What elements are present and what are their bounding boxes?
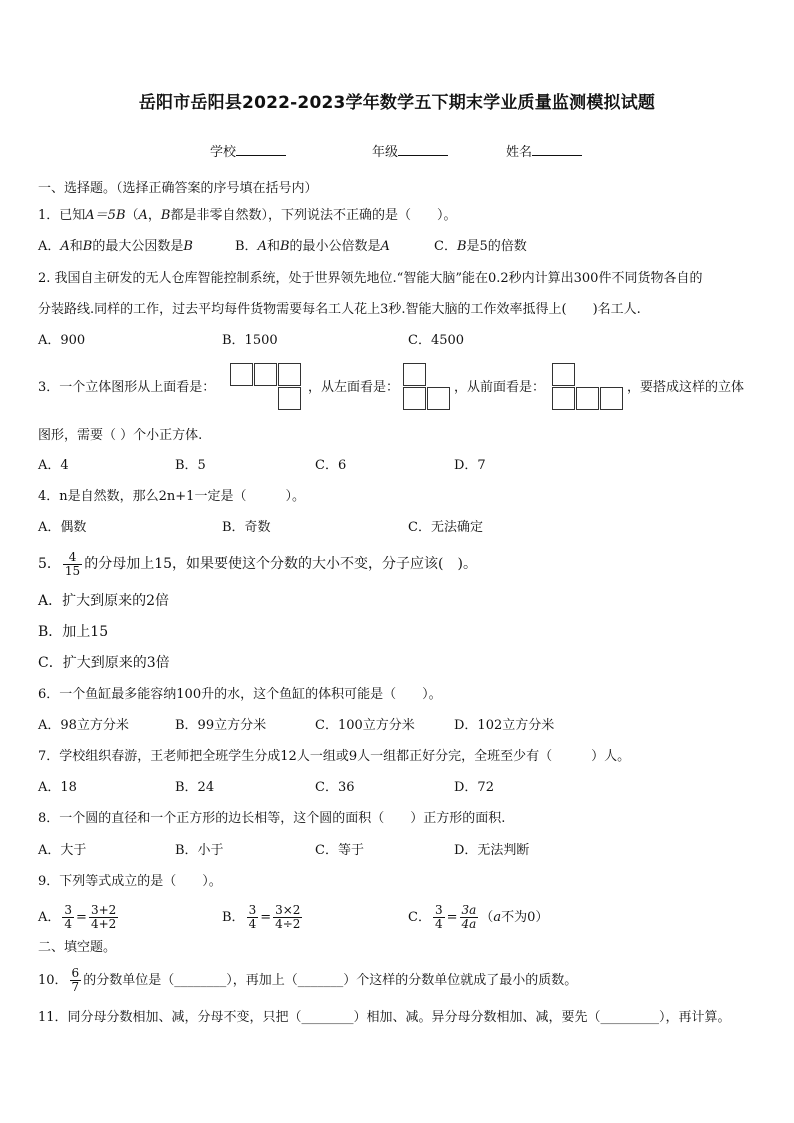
question-3-text-2: ，从左面看是： bbox=[308, 380, 400, 395]
q4-option-a[interactable]: A．偶数 bbox=[38, 520, 87, 535]
school-field[interactable] bbox=[210, 141, 286, 160]
front-view-figure bbox=[552, 363, 625, 412]
top-view-figure bbox=[230, 363, 303, 412]
q2-option-c[interactable]: C．4500 bbox=[408, 333, 465, 348]
left-view-figure bbox=[403, 363, 452, 412]
q7-option-a[interactable]: A．18 bbox=[38, 780, 77, 795]
question-2-line-2: 分装路线.同样的工作，过去平均每件货物需要每名工人花上3秒.智能大脑的工作效率抵得上( )名工人. bbox=[38, 302, 641, 317]
q5-option-c[interactable]: C．扩大到原来的3倍 bbox=[38, 655, 170, 671]
question-3-text-1: 3．一个立体图形从上面看是： bbox=[38, 380, 216, 395]
question-6: 6．一个鱼缸最多能容纳100升的水，这个鱼缸的体积可能是（ ）。 bbox=[38, 687, 442, 702]
question-9: 9．下列等式成立的是（ ）。 bbox=[38, 874, 222, 889]
section-2-heading: 二、填空题。 bbox=[38, 940, 117, 955]
q7-option-b[interactable]: B．24 bbox=[175, 780, 215, 795]
q5-option-a[interactable]: A．扩大到原来的2倍 bbox=[38, 593, 170, 609]
school-blank[interactable] bbox=[236, 143, 286, 156]
q6-option-b[interactable]: B．99立方分米 bbox=[175, 718, 267, 733]
question-3-line-2: 图形，需要（ ）个小正方体. bbox=[38, 428, 203, 443]
q9-option-c[interactable]: C． $\frac{3}{4}$ = $\frac{3a}{4a}$ （a不为0） bbox=[408, 903, 549, 931]
question-7: 7．学校组织春游，王老师把全班学生分成12人一组或9人一组都正好分完，全班至少有（ ）人。 bbox=[38, 749, 631, 764]
q8-option-d[interactable]: D．无法判断 bbox=[454, 843, 530, 858]
q3-option-b[interactable]: B．5 bbox=[175, 458, 206, 473]
q5-option-b[interactable]: B．加上15 bbox=[38, 624, 109, 640]
question-3-text-4: ，要搭成这样的立体 bbox=[627, 380, 745, 395]
name-blank[interactable] bbox=[532, 143, 582, 156]
q9-option-b[interactable]: B． $\frac{3}{4}$ = $\frac{3\times 2}{4\div 2}$ bbox=[222, 903, 301, 931]
grade-field[interactable] bbox=[372, 141, 448, 160]
grade-blank[interactable] bbox=[398, 143, 448, 156]
name-field[interactable] bbox=[506, 141, 582, 160]
question-2-line-1: 2. 我国自主研发的无人仓库智能控制系统，处于世界领先地位.“智能大脑”能在0.2秒内计算出300件不同货物各自的 bbox=[38, 271, 703, 286]
q4-option-c[interactable]: C．无法确定 bbox=[408, 520, 483, 535]
question-8: 8．一个圆的直径和一个正方形的边长相等，这个圆的面积（ ）正方形的面积. bbox=[38, 811, 506, 826]
question-1: 1．已知A＝5B（A，B都是非零自然数），下列说法不正确的是（ ）。 bbox=[38, 208, 457, 223]
q6-option-a[interactable]: A．98立方分米 bbox=[38, 718, 129, 733]
q7-option-c[interactable]: C．36 bbox=[315, 780, 355, 795]
q6-option-d[interactable]: D．102立方分米 bbox=[454, 718, 555, 733]
grade-label: 年级 bbox=[372, 145, 399, 160]
q6-option-c[interactable]: C．100立方分米 bbox=[315, 718, 415, 733]
question-3-text-3: ，从前面看是： bbox=[454, 380, 546, 395]
fraction-4-15: $\frac{4}{15}$ bbox=[64, 549, 81, 578]
q2-option-b[interactable]: B．1500 bbox=[222, 333, 278, 348]
q8-option-b[interactable]: B．小于 bbox=[175, 843, 224, 858]
q1-option-a[interactable]: A．A和B的最大公因数是B bbox=[38, 239, 193, 254]
section-1-heading: 一、选择题。（选择正确答案的序号填在括号内） bbox=[38, 181, 318, 196]
question-11: 11．同分母分数相加、减，分母不变，只把（________）相加、减。异分母分数相加、减，要先（_________），再计算。 bbox=[38, 1010, 731, 1025]
question-5: 5． $\frac{4}{15}$ 的分母加上15，如果要使这个分数的大小不变，分子应该( )。 bbox=[38, 549, 477, 578]
fraction-6-7: $\frac{6}{7}$ bbox=[71, 966, 80, 994]
q3-option-a[interactable]: A．4 bbox=[38, 458, 69, 473]
q8-option-c[interactable]: C．等于 bbox=[315, 843, 364, 858]
q3-option-c[interactable]: C．6 bbox=[315, 458, 347, 473]
q1-option-b[interactable]: B．A和B的最小公倍数是A bbox=[235, 239, 390, 254]
q8-option-a[interactable]: A．大于 bbox=[38, 843, 87, 858]
q2-option-a[interactable]: A．900 bbox=[38, 333, 86, 348]
page-title: 岳阳市岳阳县2022-2023学年数学五下期末学业质量监测模拟试题 bbox=[138, 93, 656, 113]
question-4: 4．n是自然数，那么2n+1一定是（ ）。 bbox=[38, 489, 305, 504]
q9-option-a[interactable]: A． $\frac{3}{4}$ = $\frac{3+2}{4+2}$ bbox=[38, 903, 117, 931]
q7-option-d[interactable]: D．72 bbox=[454, 780, 494, 795]
question-10: 10． $\frac{6}{7}$ 的分数单位是（________），再加上（_______）个这样的分数单位就成了最小的质数。 bbox=[38, 966, 578, 994]
q3-option-d[interactable]: D．7 bbox=[454, 458, 486, 473]
school-label: 学校 bbox=[210, 145, 237, 160]
q1-option-c[interactable]: C．B是5的倍数 bbox=[434, 239, 527, 254]
name-label: 姓名 bbox=[506, 145, 533, 160]
q4-option-b[interactable]: B．奇数 bbox=[222, 520, 271, 535]
